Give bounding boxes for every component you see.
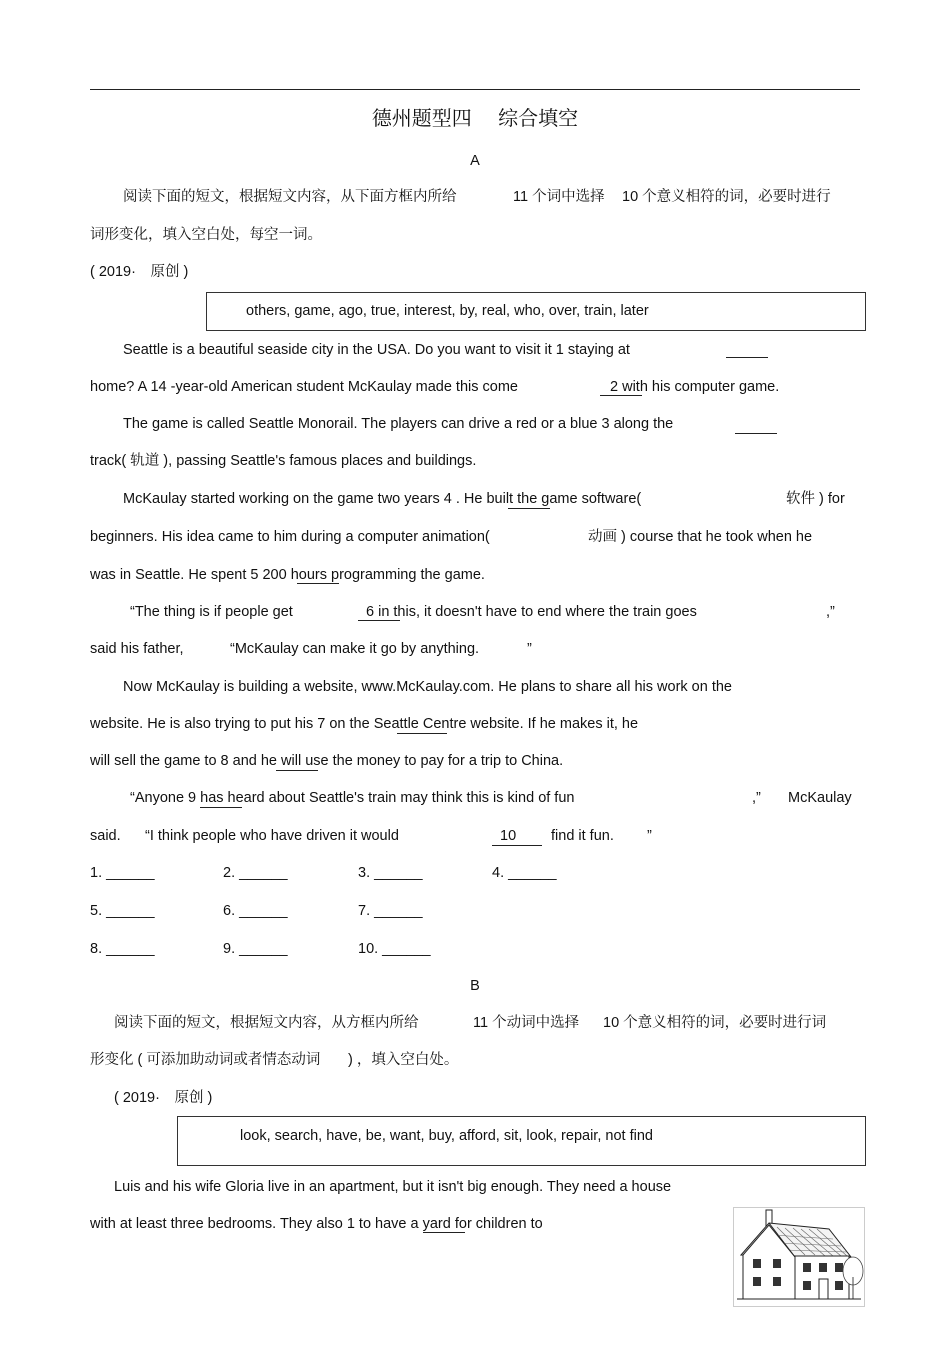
answer-blank-8[interactable]: 8. ______	[90, 941, 155, 957]
passage-a-line-1: Seattle is a beautiful seaside city in the USA. Do you want to visit it 1 staying at	[123, 342, 630, 358]
passage-a-line-14: said.	[90, 828, 121, 844]
section-a-instruction-3: 10 个意义相符的词，必要时进行	[622, 189, 831, 205]
blank-underline	[726, 357, 768, 358]
blank-underline	[276, 770, 318, 771]
blank-underline	[297, 583, 339, 584]
section-a-word-list: others, game, ago, true, interest, by, real, who, over, train, later	[246, 303, 649, 319]
passage-a-line-14b: “I think people who have driven it would	[145, 828, 399, 844]
section-a-source: ( 2019· 原创 )	[90, 264, 189, 280]
section-a-word-box	[206, 292, 866, 331]
passage-a-line-3: The game is called Seattle Monorail. The players can drive a red or a blue 3 along the	[123, 416, 674, 432]
section-a-label: A	[470, 153, 480, 169]
passage-a-line-5b: 软件 ) for	[786, 491, 845, 507]
passage-b-line-2: with at least three bedrooms. They also 1 to have a yard for children to	[90, 1216, 543, 1232]
passage-a-line-6b: 动画 ) course that he took when he	[588, 529, 813, 545]
section-b-label: B	[470, 978, 480, 994]
section-b-instruction-4: 形变化 ( 可添加助动词或者情态动词	[90, 1052, 321, 1068]
blank-underline	[200, 807, 242, 808]
passage-a-line-8: “The thing is if people get	[130, 604, 293, 620]
answer-blank-3[interactable]: 3. ______	[358, 865, 423, 881]
answer-blank-10[interactable]: 10. ______	[358, 941, 431, 957]
passage-a-line-2b: 2 with his computer game.	[610, 379, 780, 395]
section-b-instruction-1: 阅读下面的短文，根据短文内容，从方框内所给	[114, 1015, 419, 1031]
answer-blank-6[interactable]: 6. ______	[223, 903, 288, 919]
passage-a-line-14d: find it fun.	[551, 828, 614, 844]
page-title: 德州题型四 综合填空	[371, 106, 579, 130]
passage-a-line-8c: ,”	[826, 604, 835, 620]
blank-underline	[735, 433, 777, 434]
section-b-instruction-2: 11 个动词中选择	[473, 1015, 580, 1031]
passage-b-line-1: Luis and his wife Gloria live in an apartment, but it isn't big enough. They need a house	[114, 1179, 672, 1195]
section-b-word-list: look, search, have, be, want, buy, afford, sit, look, repair, not find	[240, 1128, 653, 1144]
passage-a-line-4: track( 轨道 ), passing Seattle's famous places and buildings.	[90, 453, 477, 469]
passage-a-line-13c: McKaulay	[788, 790, 852, 806]
passage-a-line-8b: 6 in this, it doesn't have to end where the train goes	[366, 604, 697, 620]
passage-a-line-7: was in Seattle. He spent 5 200 hours programming the game.	[90, 567, 485, 583]
passage-a-line-13b: ,”	[752, 790, 761, 806]
passage-a-line-13: “Anyone 9 has heard about Seattle's train may think this is kind of fun	[130, 790, 575, 806]
passage-a-line-11: website. He is also trying to put his 7 on the Seattle Centre website. If he makes it, he	[90, 716, 639, 732]
passage-a-line-9c: ”	[527, 641, 532, 657]
section-a-instruction-4: 词形变化，填入空白处，每空一词。	[90, 227, 322, 243]
blank-underline	[508, 508, 550, 509]
blank-underline	[397, 733, 447, 734]
section-b-word-box	[177, 1116, 866, 1166]
section-a-instruction-1: 阅读下面的短文，根据短文内容，从下面方框内所给	[123, 189, 457, 205]
passage-a-line-2: home? A 14 -year-old American student McKaulay made this come	[90, 379, 518, 395]
answer-blank-1[interactable]: 1. ______	[90, 865, 155, 881]
answer-blank-2[interactable]: 2. ______	[223, 865, 288, 881]
house-illustration	[733, 1207, 865, 1307]
answer-blank-4[interactable]: 4. ______	[492, 865, 557, 881]
section-b-instruction-3: 10 个意义相符的词，必要时进行词	[603, 1015, 827, 1031]
section-a-instruction-2: 11 个词中选择	[513, 189, 605, 205]
section-b-instruction-5: ) ，填入空白处。	[348, 1052, 459, 1068]
passage-a-line-9: said his father,	[90, 641, 184, 657]
passage-a-line-10: Now McKaulay is building a website, www.McKaulay.com. He plans to share all his work on the	[123, 679, 732, 695]
blank-underline	[492, 845, 542, 846]
blank-underline	[423, 1232, 465, 1233]
top-rule	[90, 89, 860, 90]
answer-blank-5[interactable]: 5. ______	[90, 903, 155, 919]
blank-underline	[358, 620, 400, 621]
passage-a-line-14e: ”	[647, 828, 652, 844]
passage-a-line-14c: 10	[500, 828, 517, 844]
passage-a-line-9b: “McKaulay can make it go by anything.	[230, 641, 480, 657]
answer-blank-9[interactable]: 9. ______	[223, 941, 288, 957]
answer-blank-7[interactable]: 7. ______	[358, 903, 423, 919]
passage-a-line-12: will sell the game to 8 and he will use the money to pay for a trip to China.	[90, 753, 564, 769]
passage-a-line-5: McKaulay started working on the game two years 4 . He built the game software(	[123, 491, 642, 507]
blank-underline	[600, 395, 642, 396]
section-b-source: ( 2019· 原创 )	[114, 1090, 213, 1106]
passage-a-line-6: beginners. His idea came to him during a computer animation(	[90, 529, 490, 545]
